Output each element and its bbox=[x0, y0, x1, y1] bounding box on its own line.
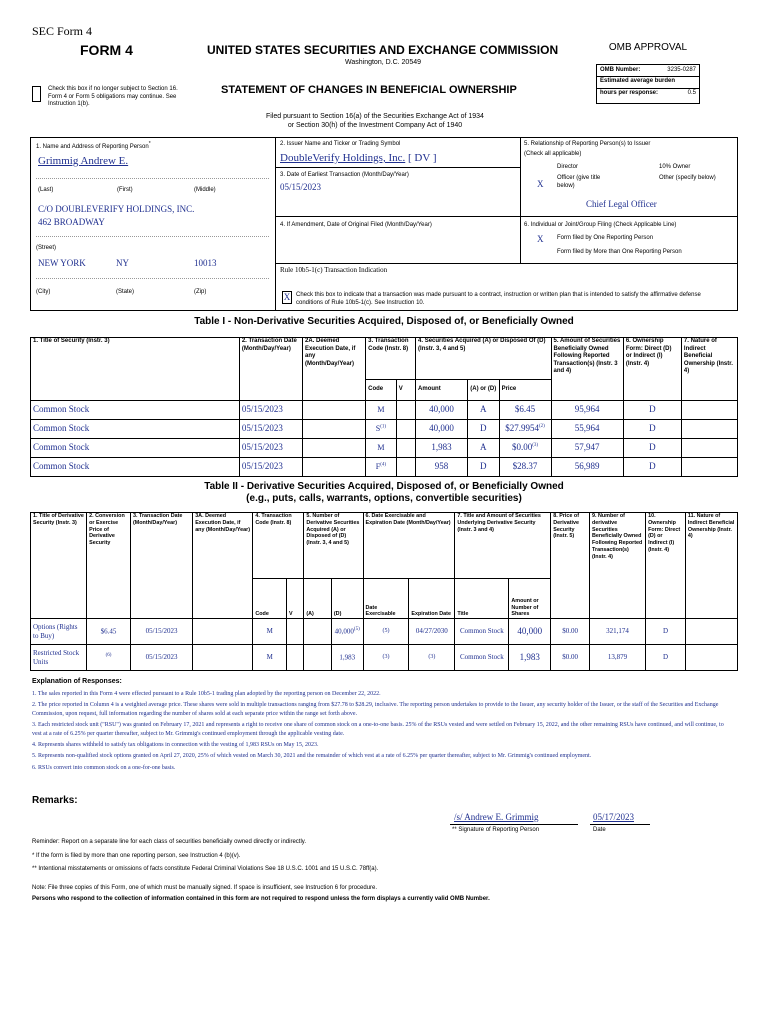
rule-label: Rule 10b5-1(c) Transaction Indication bbox=[280, 266, 388, 274]
form-title: FORM 4 bbox=[80, 42, 133, 58]
t2-price: $0.00 bbox=[551, 645, 590, 671]
omb-hours-value: 0.5 bbox=[687, 90, 696, 96]
t2-sub-a: (A) bbox=[304, 579, 332, 619]
t1-aord: D bbox=[467, 420, 499, 439]
signature: /s/ Andrew E. Grimmig bbox=[454, 812, 539, 822]
explanation-item: 5. Represents non-qualified stock options granted on April 27, 2020, 25% of which vested on March 30, 2021 and the remainder of which vest at a rate of 6.25% per quarter thereafter, subject to Mr. Grimmig's continued employment. bbox=[32, 753, 592, 760]
t2-conv-value: $6.45 bbox=[100, 627, 117, 636]
t1-sub-aord: (A) or (D) bbox=[467, 380, 499, 401]
t2-sub-expiration: Expiration Date bbox=[409, 579, 455, 619]
officer-title: Chief Legal Officer bbox=[586, 199, 657, 209]
t2-h7: 7. Title and Amount of Securities Underlying Derivative Security (Instr. 3 and 4) bbox=[455, 513, 551, 579]
t2-h3a: 3A. Deemed Execution Date, if any (Month/Day/Year) bbox=[193, 513, 253, 619]
t1-nature bbox=[681, 458, 737, 477]
statement-title: STATEMENT OF CHANGES IN BENEFICIAL OWNERSHIP bbox=[221, 84, 517, 96]
t2-code: M bbox=[253, 645, 287, 671]
t2-v bbox=[287, 645, 304, 671]
t1-title: Common Stock bbox=[31, 458, 240, 477]
t1-amount: 40,000 bbox=[416, 420, 468, 439]
t1-date: 05/15/2023 bbox=[239, 420, 302, 439]
t1-deemed bbox=[302, 439, 365, 458]
state-label: (State) bbox=[116, 289, 135, 295]
table-row bbox=[31, 619, 738, 645]
first-label: (First) bbox=[117, 187, 133, 193]
t1-owned: 56,989 bbox=[551, 458, 623, 477]
other-label[interactable]: Other (specify below) bbox=[659, 175, 716, 181]
t1-h3: 3. Transaction Code (Instr. 8) bbox=[366, 338, 416, 380]
rule-checkbox[interactable]: X bbox=[283, 292, 291, 302]
footer-note-4: Persons who respond to the collection of information contained in this form are not required to respond unless the form displays a currently valid OMB Number. bbox=[32, 896, 490, 902]
reporting-person-label-text: 1. Name and Address of Reporting Person bbox=[36, 144, 149, 150]
t1-h2: 2. Transaction Date (Month/Day/Year) bbox=[239, 338, 302, 401]
footer-reminder: Reminder: Report on a separate line for each class of securities beneficially owned directly or indirectly. bbox=[32, 839, 307, 845]
city-label: (City) bbox=[36, 289, 51, 295]
t1-date: 05/15/2023 bbox=[239, 439, 302, 458]
remarks-title: Remarks: bbox=[32, 795, 78, 806]
t1-code bbox=[366, 401, 397, 420]
t1-price bbox=[499, 458, 551, 477]
t2-d bbox=[331, 619, 363, 645]
t1-sub-amount: Amount bbox=[416, 380, 468, 401]
t1-h6: 6. Ownership Form: Direct (D) or Indirect (I) (Instr. 4) bbox=[623, 338, 681, 401]
last-label: (Last) bbox=[38, 187, 54, 193]
t2-h10: 10. Ownership Form: Direct (D) or Indirect (I) (Instr. 4) bbox=[646, 513, 686, 619]
table1 bbox=[30, 337, 738, 477]
t1-deemed bbox=[302, 420, 365, 439]
omb-box bbox=[596, 64, 700, 104]
t1-price-value: $27.9954 bbox=[505, 423, 539, 434]
issuer-ticker: [ DV ] bbox=[408, 152, 437, 164]
t2-exer: (3) bbox=[363, 645, 409, 671]
t2-code: M bbox=[253, 619, 287, 645]
filing-label: 6. Individual or Joint/Group Filing (Check Applicable Line) bbox=[524, 222, 677, 228]
t2-h1: 1. Title of Derivative Security (Instr. 3) bbox=[31, 513, 87, 619]
t1-code bbox=[366, 420, 397, 439]
t1-v bbox=[396, 420, 415, 439]
t2-title: Restricted Stock Units bbox=[31, 645, 87, 671]
ten-pct-owner-label[interactable]: 10% Owner bbox=[659, 164, 691, 170]
officer-check-mark[interactable]: X bbox=[537, 179, 544, 189]
t2-exp: 04/27/2030 bbox=[409, 619, 455, 645]
more-person-label[interactable]: Form filed by More than One Reporting Person bbox=[557, 249, 682, 255]
t1-h2a: 2A. Deemed Execution Date, if any (Month/Day/Year) bbox=[302, 338, 365, 401]
t1-amount: 1,983 bbox=[416, 439, 468, 458]
t1-owned: 57,947 bbox=[551, 439, 623, 458]
t1-aord: D bbox=[467, 458, 499, 477]
t2-h2: 2. Conversion or Exercise Price of Derivative Security bbox=[87, 513, 131, 619]
t2-deemed bbox=[193, 619, 253, 645]
t2-sub-v: V bbox=[287, 579, 304, 619]
filed-pursuant-line-1: Filed pursuant to Section 16(a) of the Securities Exchange Act of 1934 bbox=[266, 113, 484, 120]
commission-address: Washington, D.C. 20549 bbox=[345, 59, 422, 66]
t1-nature bbox=[681, 420, 737, 439]
table2-title-block bbox=[30, 481, 738, 505]
t2-exer: (5) bbox=[363, 619, 409, 645]
zip-label: (Zip) bbox=[194, 289, 207, 295]
t1-date: 05/15/2023 bbox=[239, 458, 302, 477]
table-row bbox=[31, 420, 738, 439]
t2-title: Options (Rights to Buy) bbox=[31, 619, 87, 645]
t1-code-value: M bbox=[377, 405, 385, 414]
t2-nature bbox=[685, 619, 737, 645]
t1-nature bbox=[681, 439, 737, 458]
commission-title: UNITED STATES SECURITIES AND EXCHANGE COMMISSION bbox=[207, 43, 559, 57]
t2-h4: 4. Transaction Code (Instr. 8) bbox=[253, 513, 304, 579]
table2-subtitle: (e.g., puts, calls, warrants, options, convertible securities) bbox=[246, 493, 522, 504]
footer-note-2: ** Intentional misstatements or omissions of facts constitute Federal Criminal Violations See 18 U.S.C. 1001 and 15 U.S.C. 78ff(a). bbox=[32, 866, 379, 872]
table-row bbox=[31, 439, 738, 458]
t2-date: 05/15/2023 bbox=[130, 619, 192, 645]
explanation-item: 6. RSUs convert into common stock on a one-for-one basis. bbox=[32, 764, 176, 771]
t2-d-fn: (5) bbox=[353, 626, 360, 632]
t1-form: D bbox=[623, 401, 681, 420]
t1-form: D bbox=[623, 439, 681, 458]
t1-price-fn: (3) bbox=[532, 443, 539, 449]
street-label: (Street) bbox=[36, 245, 57, 251]
t2-h3: 3. Transaction Date (Month/Day/Year) bbox=[130, 513, 192, 619]
director-label[interactable]: Director bbox=[557, 164, 579, 170]
t1-price-value: $28.37 bbox=[512, 461, 538, 472]
t1-title: Common Stock bbox=[31, 439, 240, 458]
address-line-1: C/O DOUBLEVERIFY HOLDINGS, INC. bbox=[38, 204, 195, 214]
omb-burden-label: Estimated average burden bbox=[600, 78, 676, 84]
reporting-person-name: Grimmig Andrew E. bbox=[38, 155, 129, 167]
t1-deemed bbox=[302, 401, 365, 420]
omb-number-value: 3235-0287 bbox=[667, 67, 696, 73]
filed-pursuant bbox=[240, 113, 510, 131]
t1-sub-price: Price bbox=[499, 380, 551, 401]
t1-amount: 958 bbox=[416, 458, 468, 477]
t1-code-value: S bbox=[375, 424, 381, 433]
t2-utitle: Common Stock bbox=[455, 645, 509, 671]
officer-label[interactable]: Officer (give title below) bbox=[557, 175, 601, 189]
t2-h6: 6. Date Exercisable and Expiration Date (Month/Day/Year) bbox=[363, 513, 455, 579]
issuer-label: 2. Issuer Name and Ticker or Trading Symbol bbox=[280, 141, 401, 147]
t2-uamount: 1,983 bbox=[509, 645, 551, 671]
t1-owned: 55,964 bbox=[551, 420, 623, 439]
t1-form: D bbox=[623, 420, 681, 439]
t1-owned: 95,964 bbox=[551, 401, 623, 420]
t1-aord: A bbox=[467, 439, 499, 458]
middle-label: (Middle) bbox=[194, 187, 216, 193]
explanation-item: 3. Each restricted stock unit ("RSU") was granted on February 17, 2021 and represents a right to receive one share of common stock on a one-to-one basis. 25% of the RSUs vested and were settled on February 15, 2022, and the other remaining RSUs have continued, and will continue, to vest at a rate of 6.25% per quarter thereafter, subject to Mr. Grimmig's continued employment through the applicable vesting date. bbox=[32, 722, 724, 737]
table2 bbox=[30, 512, 738, 671]
explanation-item: 2. The price reported in Column 4 is a weighted average price. These shares were sold in multiple transactions ranging from $27.78 to $28.29, inclusive. The reporting person undertakes to provide to the Issuer, any security holder of the Issuer, or the staff of the Securities and Exchange Commission, upon request, full information regarding the number of shares sold at each separate price within the range set forth above. bbox=[32, 702, 719, 717]
table2-title: Table II - Derivative Securities Acquired, Disposed of, or Beneficially Owned bbox=[204, 481, 564, 492]
t1-code bbox=[366, 458, 397, 477]
no-longer-subject-text: Check this box if no longer subject to Section 16. Form 4 or Form 5 obligations may continue. See Instruction 1(b). bbox=[48, 86, 178, 107]
no-longer-subject-checkbox[interactable] bbox=[32, 86, 41, 102]
t1-h4: 4. Securities Acquired (A) or Disposed Of (D) (Instr. 3, 4 and 5) bbox=[416, 338, 551, 380]
t2-owned: 13,879 bbox=[589, 645, 645, 671]
t1-h7: 7. Nature of Indirect Beneficial Ownership (Instr. 4) bbox=[681, 338, 737, 401]
t2-sub-title: Title bbox=[455, 579, 509, 619]
signature-date: 05/17/2023 bbox=[593, 812, 635, 822]
t1-deemed bbox=[302, 458, 365, 477]
t1-price bbox=[499, 401, 551, 420]
t2-d-value: 1,983 bbox=[339, 653, 356, 662]
relationship-sub: (Check all applicable) bbox=[524, 151, 582, 157]
omb-number-label: OMB Number: bbox=[600, 67, 641, 73]
t1-v bbox=[396, 458, 415, 477]
t2-sub-exercisable: Date Exercisable bbox=[363, 579, 409, 619]
t2-h5: 5. Number of Derivative Securities Acquired (A) or Disposed of (D) (Instr. 3, 4 and 5) bbox=[304, 513, 363, 579]
t1-aord: A bbox=[467, 401, 499, 420]
t2-deemed bbox=[193, 645, 253, 671]
state-value: NY bbox=[116, 258, 129, 268]
t2-nature bbox=[685, 645, 737, 671]
issuer-name: DoubleVerify Holdings, Inc. bbox=[280, 152, 406, 164]
footer-note-1: * If the form is filed by more than one reporting person, see Instruction 4 (b)(v). bbox=[32, 853, 241, 859]
t2-date: 05/15/2023 bbox=[130, 645, 192, 671]
t1-price-value: $0.00 bbox=[511, 442, 533, 453]
t1-title: Common Stock bbox=[31, 401, 240, 420]
t1-sub-code: Code bbox=[366, 380, 397, 401]
date-label: Date bbox=[593, 827, 606, 833]
t1-code-value: F bbox=[375, 462, 381, 471]
footer-note-3: Note: File three copies of this Form, one of which must be manually signed. If space is insufficient, see Instruction 6 for procedure. bbox=[32, 885, 378, 891]
table1-title: Table I - Non-Derivative Securities Acquired, Disposed of, or Beneficially Owned bbox=[194, 316, 574, 327]
t2-a bbox=[304, 645, 332, 671]
t1-code bbox=[366, 439, 397, 458]
one-person-label[interactable]: Form filed by One Reporting Person bbox=[557, 235, 654, 241]
t1-title: Common Stock bbox=[31, 420, 240, 439]
table-row bbox=[31, 458, 738, 477]
sec-form-label: SEC Form 4 bbox=[32, 24, 93, 38]
issuer-name-ticker bbox=[280, 152, 437, 164]
t1-price-fn: (2) bbox=[538, 424, 545, 430]
table-row bbox=[31, 645, 738, 671]
amendment-label: 4. If Amendment, Date of Original Filed (Month/Day/Year) bbox=[280, 222, 432, 228]
omb-approval-title: OMB APPROVAL bbox=[608, 42, 688, 53]
t1-amount: 40,000 bbox=[416, 401, 468, 420]
t2-d-value: 40,000 bbox=[334, 627, 354, 636]
relationship-label: 5. Relationship of Reporting Person(s) to Issuer bbox=[524, 141, 651, 147]
t2-price: $0.00 bbox=[551, 619, 590, 645]
signature-label: ** Signature of Reporting Person bbox=[452, 827, 540, 833]
t2-uamount: 40,000 bbox=[509, 619, 551, 645]
t1-code-value: M bbox=[377, 443, 385, 452]
t2-conv bbox=[87, 645, 131, 671]
omb-hours-label: hours per response: bbox=[600, 90, 659, 96]
t2-h9: 9. Number of derivative Securities Beneficially Owned Following Reported Transaction(s) (Instr. 4) bbox=[589, 513, 645, 619]
explanation-item: 4. Represents shares withheld to satisfy tax obligations in connection with the vesting of 1,983 RSUs on May 15, 2023. bbox=[32, 742, 319, 749]
t1-form: D bbox=[623, 458, 681, 477]
t1-nature bbox=[681, 401, 737, 420]
t1-h1: 1. Title of Security (Instr. 3) bbox=[31, 338, 240, 401]
t2-sub-amount: Amount or Number of Shares bbox=[509, 579, 551, 619]
city-value: NEW YORK bbox=[38, 258, 86, 268]
t2-sub-d: (D) bbox=[331, 579, 363, 619]
t2-a bbox=[304, 619, 332, 645]
zip-value: 10013 bbox=[194, 258, 217, 268]
t2-h8: 8. Price of Derivative Security (Instr. 5) bbox=[551, 513, 590, 619]
t2-conv-fn: (6) bbox=[105, 652, 112, 658]
reporting-person-asterisk: * bbox=[148, 141, 151, 147]
t2-utitle: Common Stock bbox=[455, 619, 509, 645]
t1-price bbox=[499, 439, 551, 458]
t2-h11: 11. Nature of Indirect Beneficial Ownership (Instr. 4) bbox=[685, 513, 737, 619]
one-person-check-mark[interactable]: X bbox=[537, 234, 544, 244]
address-line-2: 462 BROADWAY bbox=[38, 217, 105, 227]
t1-date: 05/15/2023 bbox=[239, 401, 302, 420]
t1-v bbox=[396, 439, 415, 458]
earliest-transaction-date: 05/15/2023 bbox=[280, 182, 322, 192]
t2-form: D bbox=[646, 619, 686, 645]
explanation-list bbox=[32, 690, 732, 775]
t2-exp: (3) bbox=[409, 645, 455, 671]
earliest-transaction-label: 3. Date of Earliest Transaction (Month/Day/Year) bbox=[280, 172, 409, 178]
t2-form: D bbox=[646, 645, 686, 671]
t2-v bbox=[287, 619, 304, 645]
explanation-title: Explanation of Responses: bbox=[32, 678, 122, 685]
rule-text: Check this box to indicate that a transaction was made pursuant to a contract, instruction or written plan that is intended to satisfy the affirmative defense conditions of Rule 10b5-1(c). See Instruction 10. bbox=[296, 292, 701, 306]
explanation-item: 1. The sales reported in this Form 4 were effected pursuant to a Rule 10b5-1 trading plan adopted by the reporting person on December 22, 2022. bbox=[32, 691, 381, 697]
filed-pursuant-line-2: or Section 30(h) of the Investment Company Act of 1940 bbox=[287, 121, 463, 129]
table-row bbox=[31, 401, 738, 420]
t1-v bbox=[396, 401, 415, 420]
t1-price-value: $6.45 bbox=[514, 404, 536, 415]
t1-sub-v: V bbox=[396, 380, 415, 401]
t1-code-fn: (4) bbox=[380, 462, 387, 468]
t2-d bbox=[331, 645, 363, 671]
t1-price bbox=[499, 420, 551, 439]
t1-h5: 5. Amount of Securities Beneficially Owned Following Reported Transaction(s) (Instr. 3 and 4) bbox=[551, 338, 623, 401]
t2-conv bbox=[87, 619, 131, 645]
reporting-person-label bbox=[36, 141, 151, 152]
t2-owned: 321,174 bbox=[589, 619, 645, 645]
t2-sub-code: Code bbox=[253, 579, 287, 619]
t1-code-fn: (1) bbox=[380, 424, 387, 430]
